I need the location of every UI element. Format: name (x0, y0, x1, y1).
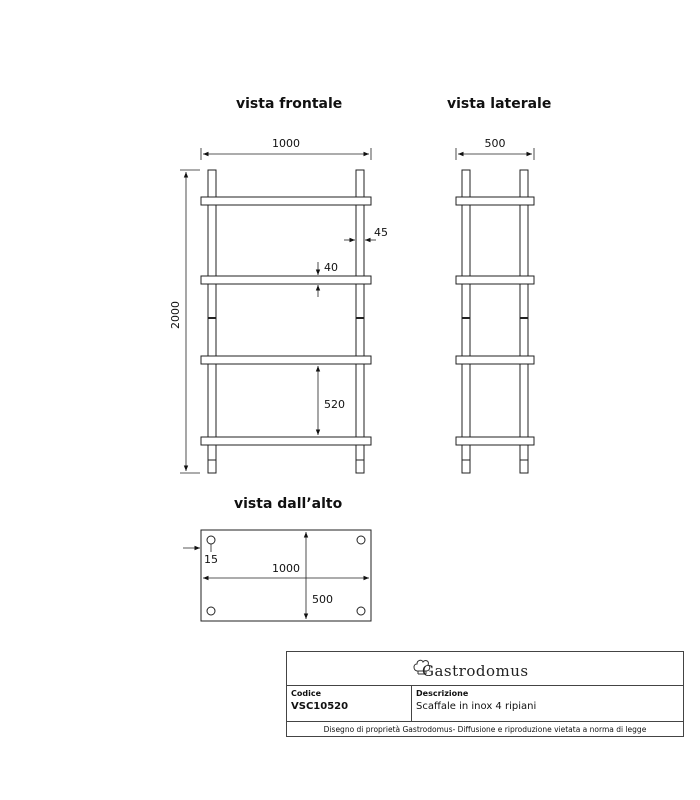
shelf-thickness-label: 40 (324, 261, 338, 274)
side-view-title: vista laterale (447, 96, 552, 112)
front-shelf-4 (201, 437, 371, 445)
side-depth-label: 500 (484, 137, 506, 150)
front-view-title: vista frontale (236, 96, 343, 112)
front-right-post (356, 170, 364, 473)
description-cell (412, 686, 683, 721)
top-view-title: vista dall’alto (234, 496, 343, 512)
side-view (456, 170, 534, 473)
shelf-spacing-label: 520 (324, 398, 345, 411)
title-block-logo-row (287, 652, 683, 686)
front-shelf-1 (201, 197, 371, 205)
side-shelf-1 (456, 197, 534, 205)
description-label: Descrizione (416, 689, 469, 698)
front-left-post (208, 170, 216, 473)
top-width-label: 1000 (272, 562, 300, 575)
top-depth-label: 500 (312, 593, 333, 606)
front-view (201, 170, 371, 473)
side-shelf-3 (456, 356, 534, 364)
top-offset-label: 15 (204, 553, 218, 566)
code-value: VSC10520 (291, 701, 349, 712)
front-shelf-3 (201, 356, 371, 364)
front-shelf-2 (201, 276, 371, 284)
description-value: Scaffale in inox 4 ripiani (416, 701, 537, 712)
title-block (286, 651, 684, 737)
side-left-post (462, 170, 470, 473)
top-shelf-outline (201, 530, 371, 621)
front-width-label: 1000 (272, 137, 300, 150)
side-shelf-2 (456, 276, 534, 284)
code-label: Codice (291, 689, 322, 698)
front-height-label: 2000 (169, 301, 182, 329)
top-view (201, 530, 371, 621)
title-block-footer: Disegno di proprietà Gastrodomus- Diffusione e riproduzione vietata a norma di legge (323, 725, 647, 734)
code-cell (287, 686, 412, 721)
side-shelf-4 (456, 437, 534, 445)
post-size-label: 45 (374, 226, 388, 239)
side-right-post (520, 170, 528, 473)
title-block-info-row (287, 686, 683, 722)
brand-name: Gastrodomus (422, 662, 529, 680)
front-height-dimension (180, 170, 200, 473)
